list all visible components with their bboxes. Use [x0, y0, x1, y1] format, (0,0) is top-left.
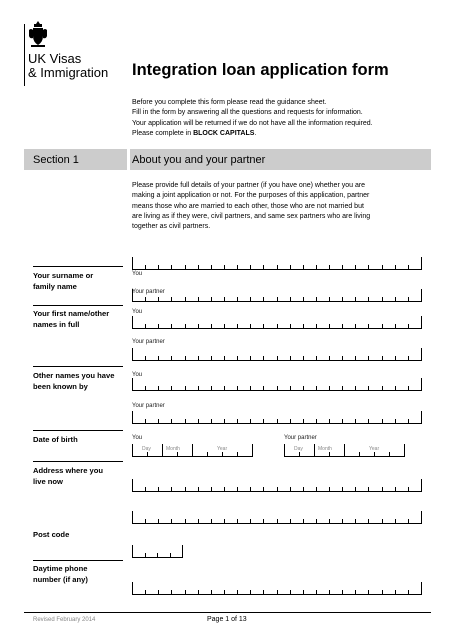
you-label: You: [132, 271, 143, 277]
intro-line: Fill in the form by answering all the questions and requests for information.: [132, 109, 363, 117]
label-line: Address where you: [33, 466, 104, 475]
revised-date: Revised February 2014: [33, 617, 96, 623]
label-line: family name: [33, 282, 77, 291]
field-divider: [33, 366, 123, 367]
intro-line: Before you complete this form please read the guidance sheet.: [132, 99, 327, 106]
surname-partner-boxes[interactable]: [132, 289, 422, 302]
instruction-line: making a joint application or not. For the purposes of this application, partner: [132, 192, 370, 200]
label-line: number (if any): [33, 575, 88, 584]
intro-line: Your application will be returned if we do not have all the information required.: [132, 119, 373, 127]
postcode-label: Post code: [33, 530, 70, 539]
month-label: Month: [166, 446, 180, 452]
instruction-line: together as civil partners.: [132, 223, 211, 231]
year-label: Year: [217, 446, 228, 452]
surname-you-boxes[interactable]: [132, 257, 422, 270]
surname-label: [33, 270, 128, 292]
othernames-you-boxes[interactable]: [132, 378, 422, 391]
label-line: Other names you have: [33, 371, 115, 380]
you-label: You: [132, 309, 143, 315]
partner-label: Your partner: [284, 435, 317, 441]
field-divider: [33, 430, 123, 431]
day-label: Day: [294, 446, 303, 452]
address-boxes-line-1[interactable]: [132, 479, 422, 492]
firstname-label: [33, 308, 128, 330]
brand-line-1: UK Visas: [28, 51, 82, 66]
phone-label: [33, 563, 128, 585]
partner-label: Your partner: [132, 289, 165, 295]
field-divider: [33, 461, 123, 462]
day-label: Day: [142, 446, 151, 452]
label-line: Your first name/other: [33, 309, 110, 318]
field-divider: [33, 305, 123, 306]
intro-text: [132, 98, 432, 139]
intro-line-text: Please complete in: [132, 129, 194, 137]
block-capitals-text: BLOCK CAPITALS: [193, 129, 255, 137]
phone-boxes[interactable]: [132, 582, 422, 595]
address-boxes-line-2[interactable]: [132, 511, 422, 524]
royal-crest-icon: [28, 20, 48, 48]
you-label: You: [132, 372, 143, 378]
year-label: Year: [369, 446, 380, 452]
partner-label: Your partner: [132, 403, 165, 409]
address-label: [33, 465, 128, 487]
field-divider: [33, 560, 123, 561]
logo-rule: [24, 24, 25, 86]
dob-partner-boxes[interactable]: [284, 444, 405, 457]
intro-period: .: [254, 129, 257, 137]
othernames-label: [33, 370, 128, 392]
field-divider: [33, 266, 123, 267]
intro-line: [132, 129, 432, 139]
you-label: You: [132, 435, 143, 441]
brand-line-2: & Immigration: [28, 65, 109, 80]
section-title: About you and your partner: [132, 154, 266, 166]
brand-name: [28, 52, 108, 80]
firstname-you-boxes[interactable]: [132, 316, 422, 329]
firstname-partner-boxes[interactable]: [132, 348, 422, 361]
label-line: names in full: [33, 320, 80, 329]
page-number: Page 1 of 13: [207, 616, 247, 623]
month-label: Month: [318, 446, 332, 452]
instruction-line: means those who are married to each other, those who are not married but: [132, 202, 364, 210]
dob-you-boxes[interactable]: [132, 444, 253, 457]
dob-label: Date of birth: [33, 435, 78, 444]
section-instructions: [132, 181, 432, 232]
label-line: been known by: [33, 382, 88, 391]
section-header-divider: [127, 149, 130, 170]
label-line: Daytime phone: [33, 564, 88, 573]
label-line: Your surname or: [33, 271, 94, 280]
footer-rule: [24, 612, 431, 613]
postcode-boxes[interactable]: [132, 545, 183, 558]
instruction-line: are living as if they were, civil partners, and same sex partners who are living: [132, 212, 371, 220]
label-line: live now: [33, 477, 63, 486]
partner-label: Your partner: [132, 339, 165, 345]
instruction-line: Please provide full details of your partner (if you have one) whether you are: [132, 182, 366, 189]
section-number: Section 1: [33, 154, 79, 166]
page-title: Integration loan application form: [132, 61, 389, 79]
othernames-partner-boxes[interactable]: [132, 411, 422, 424]
